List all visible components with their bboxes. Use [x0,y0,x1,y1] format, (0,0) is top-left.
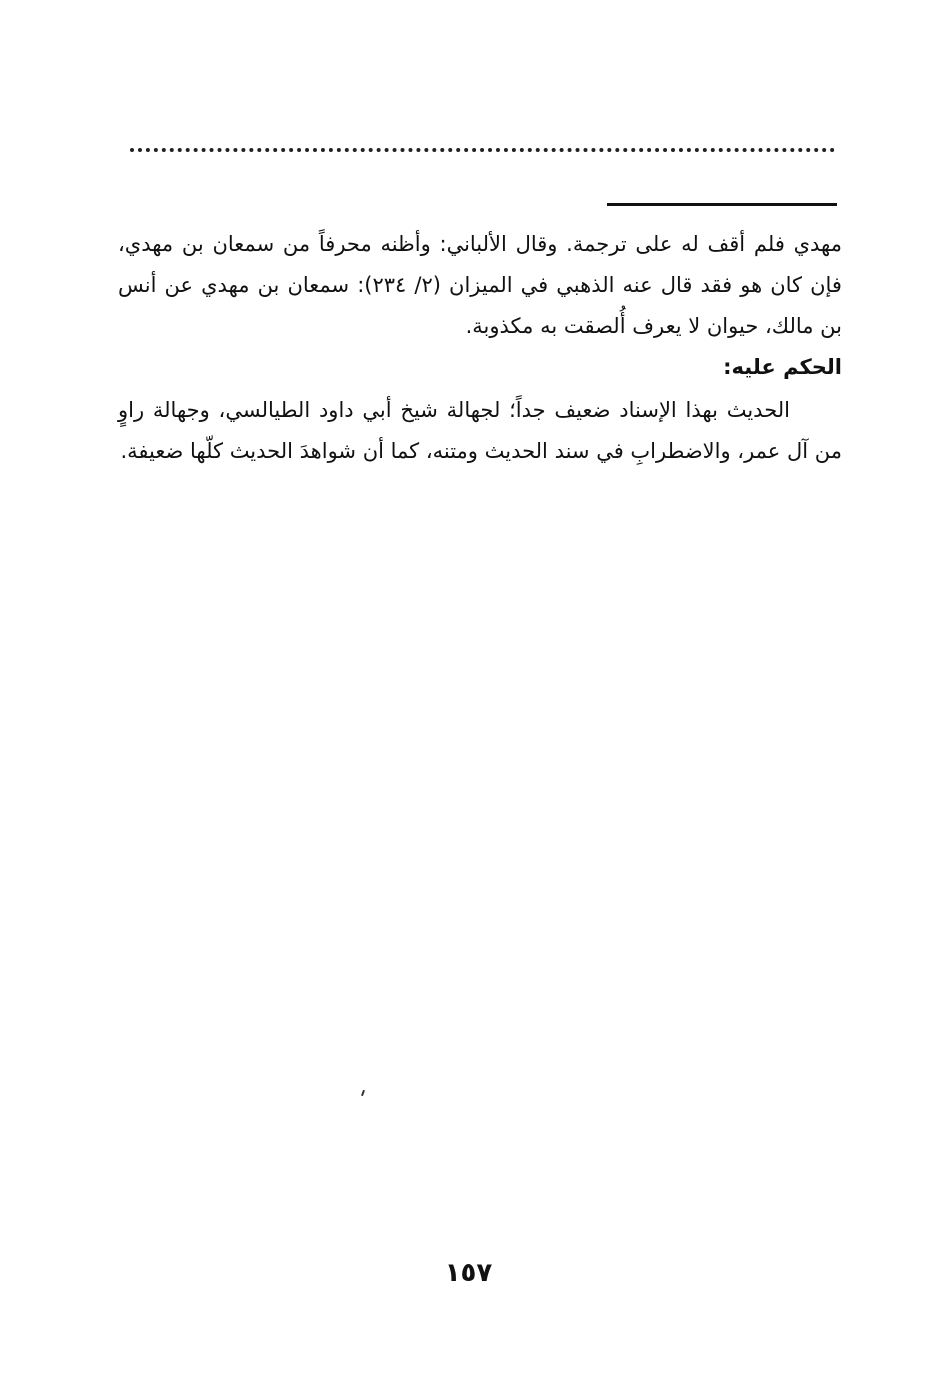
footnote-paragraph: مهدي فلم أقف له على ترجمة. وقال الألباني: وأظنه محرفاً من سمعان بن مهدي، فإن كان هو فقد قال عنه الذهبي في الميزان (٢/ ٢٣٤): سمعان بن مهدي عن أنس بن مالك، حيوان لا يعرف أُلصقت به مكذوبة. [118,232,842,338]
dotted-separator [130,148,835,152]
ruling-paragraph: الحديث بهذا الإسناد ضعيف جداً؛ لجهالة شيخ أبي داود الطيالسي، وجهالة راوٍ من آل عمر، والاضطرابِ في سند الحديث ومتنه، كما أن شواهدَ الحديث كلّها ضعيفة. [118,398,842,463]
ruling-heading: الحكم عليه: [723,355,842,379]
ruling-section [118,390,842,472]
stray-ink-mark [361,1090,365,1096]
page-number: ١٥٧ [444,1258,493,1288]
footnote-separator-line [607,203,837,206]
footnote-section [118,224,842,388]
